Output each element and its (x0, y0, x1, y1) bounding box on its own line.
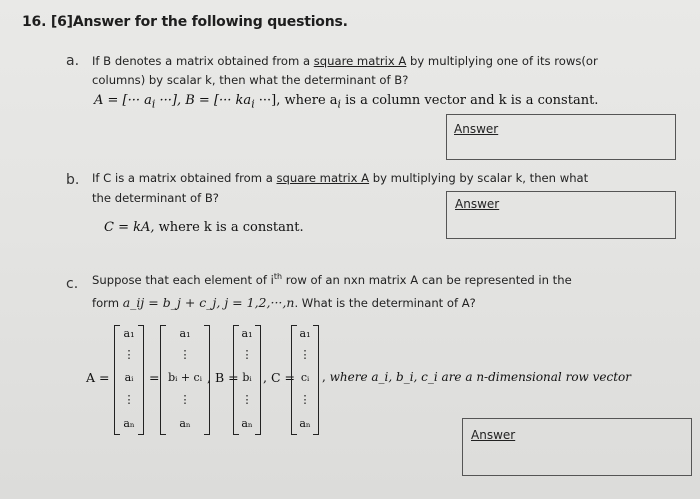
matrix-cell: bᵢ + cᵢ (168, 371, 202, 384)
matrix-col-sum (160, 325, 210, 435)
matrix-col-B (233, 325, 261, 435)
matrix-cell: aᵢ (124, 371, 134, 384)
part-b-line2: the determinant of B? (92, 191, 219, 205)
part-c-formula: a_ij = b_j + c_j, j = 1,2,···,n (122, 295, 295, 310)
matrix-cell: a₁ (123, 327, 135, 340)
matrix-cell: ⋮ (241, 348, 253, 361)
matrix-C-label: , C = (263, 370, 295, 385)
matrix-cell: ⋮ (299, 393, 311, 406)
answer-label-a: Answer (454, 122, 499, 136)
matrix-col-A (114, 325, 144, 435)
part-c-where: , where a_i, b_i, c_i are a n-dimensional row vector (322, 370, 632, 384)
part-b-line1: If C is a matrix obtained from a square matrix A by multiplying by scalar k, then what (92, 171, 589, 185)
matrix-cell: ⋮ (179, 348, 191, 361)
matrix-col-C (291, 325, 319, 435)
part-a-formula: A = [··· $a_i$ ···], B = [··· $ka_i$ ···], where $a_i$ is a column vector and k is a constant. (94, 93, 599, 111)
matrix-cell: a₁ (179, 327, 191, 340)
part-a-letter: a. (66, 53, 80, 69)
part-b-formula: C = kA, where k is a constant. (104, 220, 304, 235)
part-a-line2: columns) by scalar k, then what the determinant of B? (92, 73, 409, 87)
answer-box-a[interactable] (446, 114, 676, 160)
matrix-cell: ⋮ (299, 348, 311, 361)
part-c-line1: Suppose that each element of $i^{th}$ row of an nxn matrix A can be represented in the (92, 272, 572, 287)
matrix-cell: ⋮ (241, 393, 253, 406)
matrix-A-label: A = (86, 370, 110, 385)
matrix-cell: ⋮ (123, 393, 135, 406)
matrix-cell: aₙ (299, 417, 311, 430)
answer-box-c[interactable] (462, 418, 692, 476)
question-heading: 16. [6]Answer for the following questions. (22, 14, 348, 30)
square-matrix-link-b: square matrix A (276, 171, 370, 185)
part-a-line1: If B denotes a matrix obtained from a square matrix A by multiplying one of its rows(or (92, 54, 598, 68)
square-matrix-link: square matrix A (313, 54, 407, 68)
matrix-cell: cᵢ (300, 371, 310, 384)
matrix-cell: aₙ (179, 417, 191, 430)
matrix-B-label: , B = (207, 370, 239, 385)
part-c-line2: form a_ij = b_j + c_j, j = 1,2,···,n. What is the determinant of A? (92, 295, 476, 310)
matrix-cell: bᵢ (242, 371, 252, 384)
part-b-letter: b. (66, 172, 80, 188)
matrix-cell: ⋮ (179, 393, 191, 406)
matrix-cell: aₙ (241, 417, 253, 430)
matrix-cell: a₁ (299, 327, 311, 340)
matrix-cell: ⋮ (123, 348, 135, 361)
matrix-cell: aₙ (123, 417, 135, 430)
part-c-letter: c. (66, 276, 79, 292)
answer-label-c: Answer (471, 428, 516, 442)
matrix-cell: a₁ (241, 327, 253, 340)
answer-label-b: Answer (455, 197, 500, 211)
matrix-equals: = (149, 370, 160, 385)
